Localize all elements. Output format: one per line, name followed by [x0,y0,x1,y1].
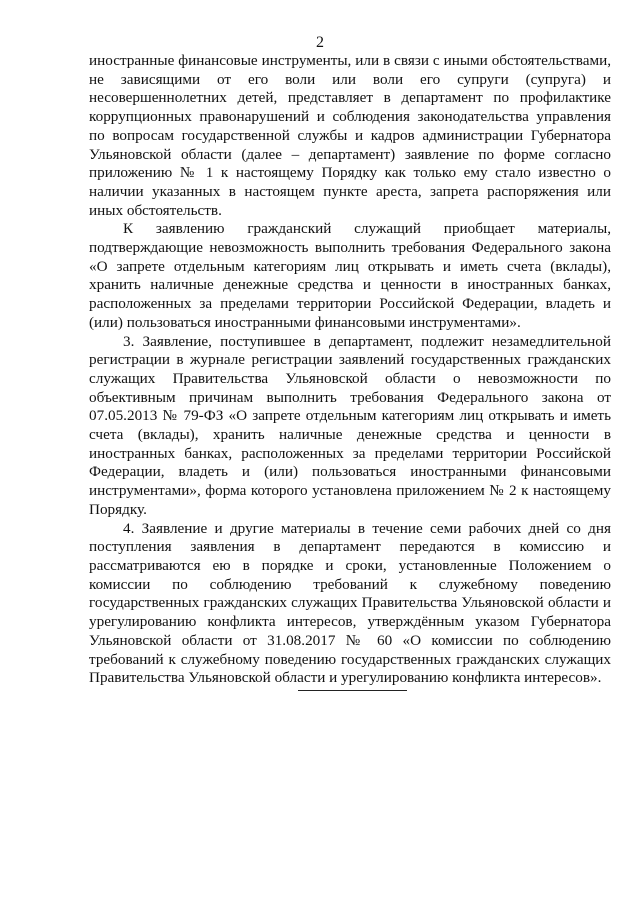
paragraph-item-3: 3. Заявление, поступившее в департамент, подлежит незамедлительной регистрации в журнале регистрации заявлений государственных гражданских служащих Правительства Ульяновской области о невозможности по объективным причинам выполнить требования Федерального закона от 07.05.2013 № 79-ФЗ «О запрете отдельным категориям лиц открывать и иметь счета (вклады), хранить наличные денежные средства и ценности в иностранных банках, расположенных за пределами территории Российской Федерации, владеть и (или) пользоваться иностранными финансовыми инструментами», форма которого установлена приложением № 2 к настоящему Порядку. [89,332,611,518]
document-body [89,52,611,688]
paragraph-attachments: К заявлению гражданский служащий приобщает материалы, подтверждающие невозможность выполнить требования Федерального закона «О запрете отдельным категориям лиц открывать и иметь счета (вклады), хранить наличные денежные средства и ценности в иностранных банках, расположенных за пределами территории Российской Федерации, владеть и (или) пользоваться иностранными финансовыми инструментами». [89,220,611,331]
paragraph-continuation: иностранные финансовые инструменты, или в связи с иными обстоятельствами, не зависящими от его воли или воли его супруги (супруга) и несовершеннолетних детей, представляет в департамент по профилактике коррупционных правонарушений и соблюдения законодательства управления по вопросам государственной службы и кадров администрации Губернатора Ульяновской области (далее – департамент) заявление по форме согласно приложению № 1 к настоящему Порядку как только ему стало известно о наличии указанных в настоящем пункте ареста, запрета распоряжения или иных обстоятельств. [89,52,611,219]
end-divider-line [298,690,407,691]
page-number: 2 [316,34,324,51]
paragraph-item-4: 4. Заявление и другие материалы в течение семи рабочих дней со дня поступления заявления в департамент передаются в комиссию и рассматриваются ею в порядке и сроки, установленные Положением о комиссии по соблюдению требований к служебному поведению государственных гражданских служащих Правительства Ульяновской области и урегулированию конфликта интересов, утверждённым указом Губернатора Ульяновской области от 31.08.2017 № 60 «О комиссии по соблюдению требований к служебному поведению государственных гражданских служащих Правительства Ульяновской области и урегулированию конфликта интересов». [89,519,611,687]
